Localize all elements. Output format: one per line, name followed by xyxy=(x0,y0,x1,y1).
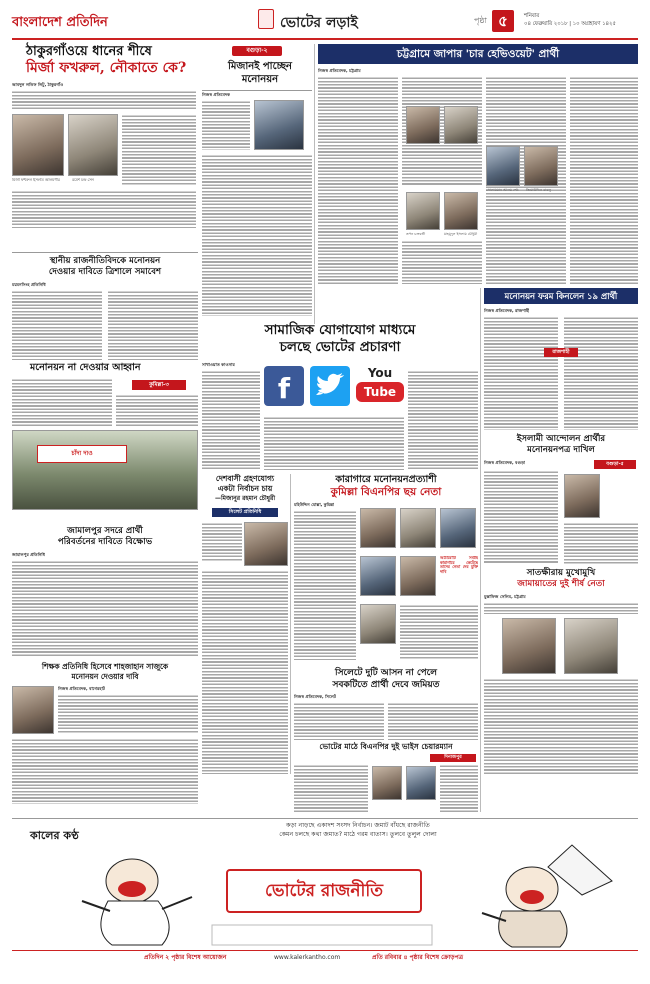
article-social-media xyxy=(202,322,478,470)
byline: ময়মনসিংহ প্রতিনিধি xyxy=(12,282,46,287)
body-text xyxy=(402,240,482,284)
kicker-badge: বগুড়া-২ xyxy=(232,46,282,56)
headline: শিক্ষক প্রতিনিধি হিসেবে শাহজাহান সাজুকে মনোনয়ন দেওয়ার দাবি xyxy=(41,662,169,681)
twitter-icon xyxy=(310,366,350,406)
headline: জামালপুর সদরে প্রার্থী পরিবর্তনের দাবিতে বিক্ষোভ xyxy=(57,526,153,547)
photo-shahjahan xyxy=(12,686,54,734)
youtube-icon: You Tube xyxy=(356,364,404,408)
body-text xyxy=(202,370,260,470)
protest-banner: চাঁদা দাও xyxy=(37,445,127,463)
ballot-icon xyxy=(258,9,274,29)
byline: মহিউদ্দিন মোল্লা, কুমিল্লা xyxy=(294,502,335,507)
photo-candidate-1 xyxy=(406,106,440,144)
byline: নিজস্ব প্রতিবেদক, সিলেট xyxy=(294,694,337,699)
note-box: আঠারোটি সপ্তাহ কারাগারে কেটেছে তাদের নেতা দের মুক্তি দাবি xyxy=(440,556,478,574)
headline: মিজানই পাচ্ছেন মনোনয়ন xyxy=(227,61,293,85)
body-text xyxy=(202,570,288,774)
byline: নিজস্ব প্রতিবেদক, বাগেরহাট xyxy=(58,686,106,691)
body-text xyxy=(264,416,404,470)
cartoon-brand: কালের কণ্ঠ xyxy=(30,829,79,842)
cartoon-caption: কড়া নাড়ছে একাদশ সংসদ নির্বাচন। জমাট বাঁধছে রাজনীতি কেমন চলছে কথা জমাত? মাঠে গরম বাতাস। তুলবে তুলুল দোলা xyxy=(279,822,437,838)
photo-leader-3 xyxy=(440,508,476,548)
body-text xyxy=(400,604,478,660)
article-comilla-bnp xyxy=(294,474,478,664)
region-tag: কুমিল্লা-৩ xyxy=(132,380,186,390)
footer-bar xyxy=(12,950,638,964)
footer-url[interactable]: www.kalerkantho.com xyxy=(274,954,341,961)
cartoon-sign: ভোটের রাজনীতি xyxy=(226,869,422,913)
body-text xyxy=(318,76,398,284)
body-text xyxy=(108,290,198,360)
body-text xyxy=(12,560,198,656)
headline: ভোটের মাঠে বিএনপির দুই ভাইস চেয়ারম্যান xyxy=(319,742,453,751)
region-tag: দিনাজপুর xyxy=(430,754,476,762)
caption: রমেশ চন্দ্র সেন xyxy=(72,178,94,182)
photo-mizanur-chowdhury xyxy=(244,522,288,566)
photo-mahmudul xyxy=(444,192,478,230)
headline: স্থানীয় রাজনীতিবিদকে মনোনয়ন দেওয়ার দাবিতে ত্রিশালে সমাবেশ xyxy=(48,256,162,277)
body-text xyxy=(484,678,638,774)
body-text xyxy=(202,100,250,150)
article-islami-andolon xyxy=(484,434,638,564)
body-text xyxy=(294,764,368,812)
body-text xyxy=(440,764,478,812)
photo-leader-6 xyxy=(360,604,396,644)
body-text xyxy=(564,316,638,430)
social-logos xyxy=(264,362,404,412)
facebook-icon: f xyxy=(264,366,304,406)
photo-solaiman xyxy=(486,146,520,186)
body-text xyxy=(12,90,196,110)
headline: মনোনয়ন না দেওয়ার আহ্বান xyxy=(30,362,141,373)
photo-jamaat-2 xyxy=(564,618,618,674)
body-text xyxy=(294,702,384,740)
photo-mizanur xyxy=(254,100,304,150)
page-number: ৫ xyxy=(492,10,514,32)
byline: নিজস্ব প্রতিবেদক, চট্টগ্রাম xyxy=(318,68,361,73)
article-nomination-form xyxy=(484,288,638,430)
body-text xyxy=(570,76,638,284)
body-text xyxy=(12,290,102,360)
caption: সোলায়মান আলম শেঠ xyxy=(486,188,519,192)
photo-babloo xyxy=(524,146,558,186)
photo-leader-5 xyxy=(400,556,436,596)
photo-vice-1 xyxy=(372,766,402,800)
cartoon-section xyxy=(12,818,638,948)
headline: ঠাকুরগাঁওয়ে ধানের শীষে মির্জা ফখরুল, নৌকাতে কে? xyxy=(26,44,187,76)
byline: নিজস্ব প্রতিবেদক, বগুড়া xyxy=(484,460,526,465)
article-mizanur-chowdhury xyxy=(202,474,288,774)
headline: সাতক্ষীরায় মুখোমুখি জামায়াতের দুই শীর্ষ নেতা xyxy=(517,568,605,589)
caption: জিয়াউদ্দিন বাবলু xyxy=(526,188,551,192)
byline: নিজস্ব প্রতিবেদক xyxy=(202,92,231,97)
headline: সামাজিক যোগাযোগ মাধ্যমে চলছে ভোটের প্রচারণা xyxy=(264,322,416,355)
photo-islami-candidate xyxy=(564,474,600,518)
article-chattogram xyxy=(318,44,638,284)
photo-tapan xyxy=(406,192,440,230)
byline: মুস্তাফিজ সেলিম, চট্টগ্রাম xyxy=(484,594,526,599)
article-mizanur xyxy=(202,44,312,322)
section-title: ভোটের লড়াই xyxy=(280,15,358,31)
article-petition xyxy=(12,362,198,524)
photo-vice-2 xyxy=(406,766,436,800)
photo-leader-2 xyxy=(400,508,436,548)
headline: দেশবাসী গ্রহণযোগ্য একটা নির্বাচন চায় —মিজানুর রহমান চৌধুরী xyxy=(214,474,276,502)
body-text xyxy=(388,702,478,740)
article-jamalpur xyxy=(12,526,198,656)
body-text xyxy=(484,470,558,564)
body-text xyxy=(564,522,638,564)
body-text xyxy=(12,190,196,228)
byline: জামালপুর প্রতিনিধি xyxy=(12,552,45,557)
photo-protest xyxy=(12,430,198,510)
byline: নিজস্ব প্রতিবেদক, রাজশাহী xyxy=(484,308,530,313)
caption: মাহমুদুল ইসলাম চৌধুরী xyxy=(444,232,478,236)
footer-text-2: প্রতি রবিবার ৪ পৃষ্ঠার বিশেষ ক্রোড়পত্র xyxy=(372,954,464,961)
body-text xyxy=(12,738,198,804)
byline: আবদুল লতিফ লিটু, ঠাকুরগাঁও xyxy=(12,82,64,87)
footer-text-1: প্রতিদিন ২ পৃষ্ঠার বিশেষ আয়োজন xyxy=(144,954,227,961)
masthead-rule xyxy=(12,38,638,40)
body-text xyxy=(294,510,356,660)
body-text xyxy=(12,378,112,426)
byline-tag: সিলেট প্রতিনিধি xyxy=(212,508,278,517)
article-satkhira xyxy=(484,568,638,774)
headline: সিলেটে দুটি আসন না পেলে সবকটিতে প্রার্থী দেবে জমিয়ত xyxy=(332,668,440,690)
brand-logo: বাংলাদেশ প্রতিদিন xyxy=(12,15,108,30)
photo-leader-1 xyxy=(360,508,396,548)
body-text xyxy=(484,316,558,430)
article-thakurgaon xyxy=(12,44,196,248)
page-badge: পৃষ্ঠা ৫ xyxy=(474,10,518,32)
body-text xyxy=(408,370,478,470)
byline: সাখাওয়াত কাওসার xyxy=(202,362,235,367)
body-text xyxy=(122,114,196,186)
body-text xyxy=(202,154,312,316)
caption: মির্জা ফখরুল ইসলাম আলমগীর xyxy=(12,178,60,182)
headline: ইসলামী আন্দোলন প্রার্থীর মনোনয়নপত্র দাখিল xyxy=(516,434,606,455)
headline: মনোনয়ন ফরম কিনলেন ১৯ প্রার্থী xyxy=(484,288,638,304)
masthead xyxy=(12,6,638,36)
article-sylhet-jamiat xyxy=(294,668,478,740)
article-teacher-rep xyxy=(12,662,198,812)
photo-candidate-2 xyxy=(444,106,478,144)
headline: চট্টগ্রামে জাপার 'চার হেভিওয়েট' প্রার্থী xyxy=(396,48,560,60)
body-text xyxy=(58,694,198,734)
region-tag: রাজশাহী xyxy=(544,348,578,357)
body-text xyxy=(484,602,638,614)
region-tag: বগুড়া-৫ xyxy=(594,460,636,469)
article-bnp-vice-chairman xyxy=(294,742,478,812)
photo-jamaat-1 xyxy=(502,618,556,674)
photo-leader-4 xyxy=(360,556,396,596)
photo-fakhrul xyxy=(12,114,64,176)
headline: কারাগারে মনোনয়নপ্রত্যাশী কুমিল্লা বিএনপির ছয় নেতা xyxy=(330,474,442,498)
body-text xyxy=(116,394,198,426)
body-text xyxy=(202,522,242,562)
headline-bar xyxy=(318,44,638,64)
dateline: শনিবার ০৪ ফেব্রুয়ারি ২০১৮ | ১০ অগ্রহায়ণ ১৪২৫ xyxy=(524,13,616,27)
caption: তপন চক্রবর্তী xyxy=(406,232,426,236)
article-trishal xyxy=(12,256,198,360)
photo-ramesh xyxy=(68,114,118,176)
